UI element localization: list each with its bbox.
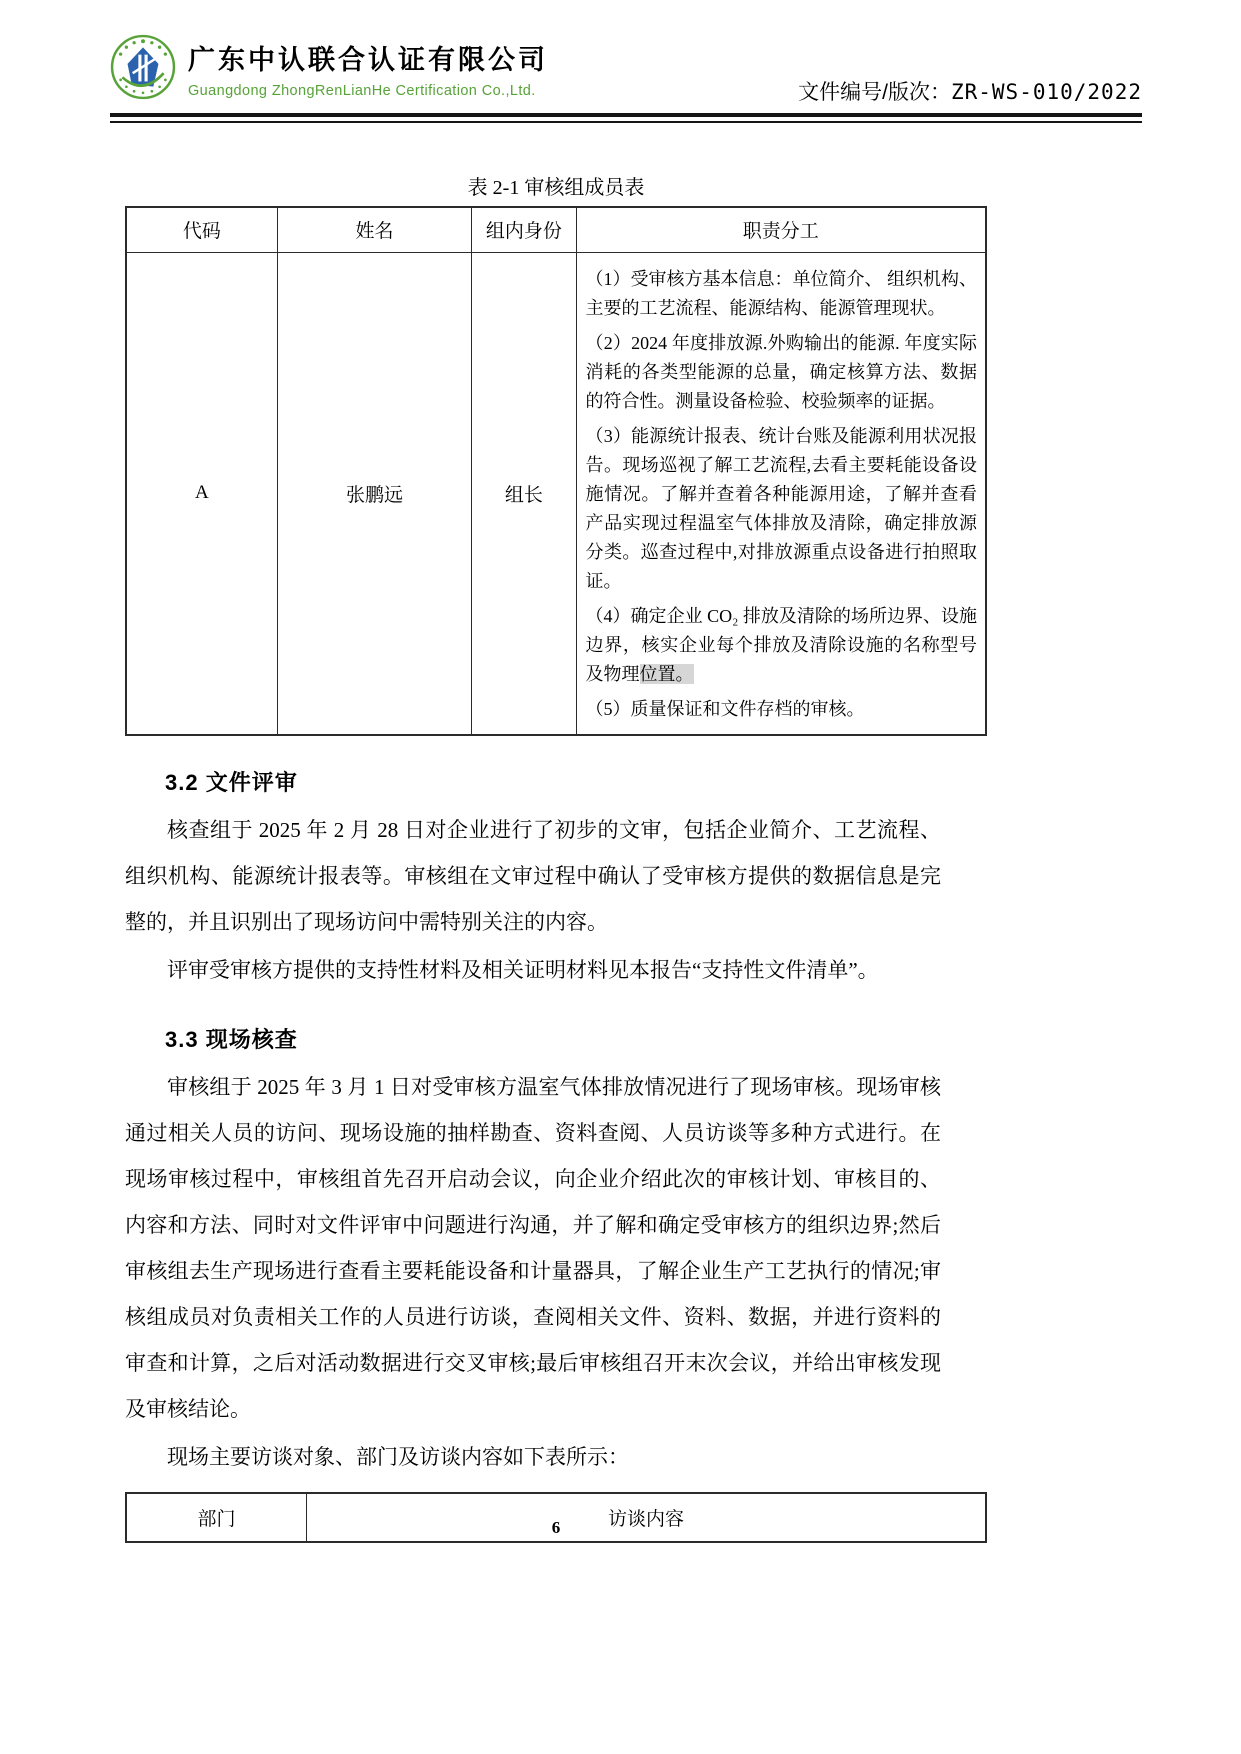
duty-item-5: （5）质量保证和文件存档的审核。 [585,698,865,719]
column-header-code: 代码 [126,207,277,252]
audit-team-table [125,206,987,736]
duty-item-4-text: （4）确定企业 CO₂ 排放及清除的场所边界、设施边界，核实企业每个排放及清除设施的名称型号及物理 [585,605,977,684]
document-number-label: 文件编号/版次： [798,81,951,104]
column-header-role: 组内身份 [472,207,576,252]
document-review-paragraph: 核查组于 2025 年 2 月 28 日对企业进行了初步的文审，包括企业简介、工艺流程、组织机构、能源统计报表等。审核组在文审过程中确认了受审核方提供的数据信息是完整的，并且识别出了现场访问中需特别关注的内容。 [125,817,941,934]
column-header-interview-content: 访谈内容 [306,1493,986,1542]
member-table-caption: 表 2-1 审核组成员表 [467,177,645,199]
member-role: 组长 [472,252,576,735]
duty-item-4 [586,602,977,689]
document-body [125,171,987,1543]
section-heading-onsite-verification: 3.3 现场核查 [165,1026,298,1052]
duty-item-1: （1）受审核方基本信息：单位简介、 组织机构、主要的工艺流程、能源结构、能源管理现状。 [585,268,978,318]
member-duties [576,252,986,735]
page-number: 6 [551,1518,561,1537]
duty-item-2: （2）2024 年度排放源.外购输出的能源. 年度实际消耗的各类型能源的总量，确定核算方法、数据的符合性。测量设备检验、校验频率的证据。 [585,332,977,411]
table-row [126,252,986,735]
company-name: 广东中认联合认证有限公司 [188,45,548,75]
page-header [110,34,1142,123]
header-divider [110,113,1142,123]
duty-item-3: （3）能源统计报表、统计台账及能源利用状况报告。现场巡视了解工艺流程,去看主要耗能设备设施情况。了解并查着各种能源用途，了解并查看产品实现过程温室气体排放及清除，确定排放源分类。巡查过程中,对排放源重点设备进行拍照取证。 [585,425,977,591]
document-review-paragraph-2: 评审受审核方提供的支持性材料及相关证明材料见本报告“支持性文件清单”。 [167,957,879,982]
column-header-duties: 职责分工 [576,207,986,252]
company-name-english: Guangdong ZhongRenLianHe Certification Co.,Ltd. [188,83,536,99]
column-header-department: 部门 [126,1493,306,1542]
table-header-row [126,207,986,252]
member-name: 张鹏远 [277,252,471,735]
document-number-value: ZR-WS-010/2022 [950,80,1142,104]
company-names [188,34,548,99]
column-header-name: 姓名 [277,207,471,252]
company-logo-icon [110,34,176,100]
section-heading-document-review: 3.2 文件评审 [165,769,298,795]
member-code: A [126,252,277,735]
interview-intro-paragraph: 现场主要访谈对象、部门及访谈内容如下表所示： [167,1444,629,1469]
highlighted-text: 位置。 [639,663,694,684]
onsite-verification-paragraph: 审核组于 2025 年 3 月 1 日对受审核方温室气体排放情况进行了现场审核。现场审核通过相关人员的访问、现场设施的抽样勘查、资料查阅、人员访谈等多种方式进行。在现场审核过程中，审核组首先召开启动会议，向企业介绍此次的审核计划、审核目的、内容和方法、同时对文件评审中问题进行沟通，并了解和确定受审核方的组织边界;然后审核组去生产现场进行查看主要耗能设备和计量器具，了解企业生产工艺执行的情况;审核组成员对负责相关工作的人员进行访谈，查阅相关文件、资料、数据，并进行资料的审查和计算，之后对活动数据进行交叉审核;最后审核组召开末次会议，并给出审核发现及审核结论。 [125,1074,941,1421]
